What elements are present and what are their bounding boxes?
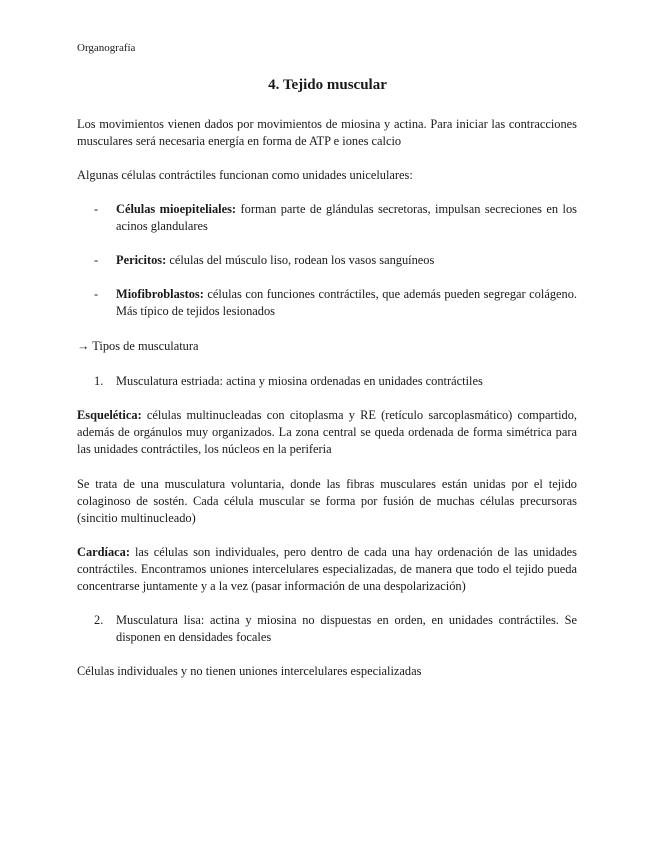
bullet-term: Pericitos: bbox=[116, 253, 167, 267]
bullet-text: células del músculo liso, rodean los vasos sanguíneos bbox=[166, 253, 435, 267]
bullet-text: células con funciones contráctiles, que además pueden segregar colágeno. Más típico de tejidos lesionados bbox=[116, 287, 577, 318]
numbered-text: Musculatura lisa: actina y miosina no dispuestas en orden, en unidades contráctiles. Se disponen en densidades focales bbox=[116, 613, 577, 644]
intro-paragraph: Los movimientos vienen dados por movimientos de miosina y actina. Para iniciar las contracciones musculares será necesaria energía en forma de ATP e iones calcio bbox=[77, 117, 577, 148]
skeletal-term: Esquelética: bbox=[77, 408, 142, 422]
smooth-note: Células individuales y no tienen uniones intercelulares especializadas bbox=[77, 664, 422, 678]
bullet-marker: - bbox=[94, 287, 99, 301]
bullet-text: forman parte de glándulas secretoras, impulsan secreciones en los acinos glandulares bbox=[116, 202, 577, 233]
types-heading: → Tipos de musculatura bbox=[77, 339, 199, 353]
bullet-item bbox=[94, 286, 577, 320]
page-header: Organografía bbox=[77, 42, 136, 54]
list-number: 1. bbox=[94, 374, 104, 388]
numbered-item bbox=[94, 373, 577, 390]
cardiac-paragraph bbox=[77, 544, 577, 595]
list-number: 2. bbox=[94, 613, 104, 627]
skeletal-text: células multinucleadas con citoplasma y RE (retículo sarcoplasmático) compartido, además de orgánulos muy organizados. La zona central se queda ordenada de forma simétrica para las unidades contráctiles, los núcleos en la periferia bbox=[77, 408, 577, 456]
bullet-marker: - bbox=[94, 202, 99, 216]
bullet-item bbox=[94, 201, 577, 235]
voluntary-paragraph: Se trata de una musculatura voluntaria, donde las fibras musculares están unidas por el tejido colaginoso de sostén. Cada célula muscular se forma por fusión de muchas células precursoras (sincitio multinucleado) bbox=[77, 477, 577, 525]
bullet-term: Miofibroblastos: bbox=[116, 287, 204, 301]
bullet-term: Células mioepiteliales: bbox=[116, 202, 237, 216]
unicellular-intro: Algunas células contráctiles funcionan como unidades unicelulares: bbox=[77, 168, 413, 182]
section-title: 4. Tejido muscular bbox=[268, 77, 387, 93]
skeletal-paragraph bbox=[77, 407, 577, 458]
cardiac-text: las células son individuales, pero dentro de cada una hay ordenación de las unidades contráctiles. Encontramos uniones intercelulares especializadas, de manera que todo el tejido pueda concentrarse juntamente y a la vez (pasar información de una despolarización) bbox=[77, 545, 577, 593]
bullet-item bbox=[94, 252, 577, 269]
bullet-marker: - bbox=[94, 253, 99, 267]
numbered-item bbox=[94, 612, 577, 646]
numbered-text: Musculatura estriada: actina y miosina ordenadas en unidades contráctiles bbox=[116, 374, 483, 388]
cardiac-term: Cardíaca: bbox=[77, 545, 130, 559]
